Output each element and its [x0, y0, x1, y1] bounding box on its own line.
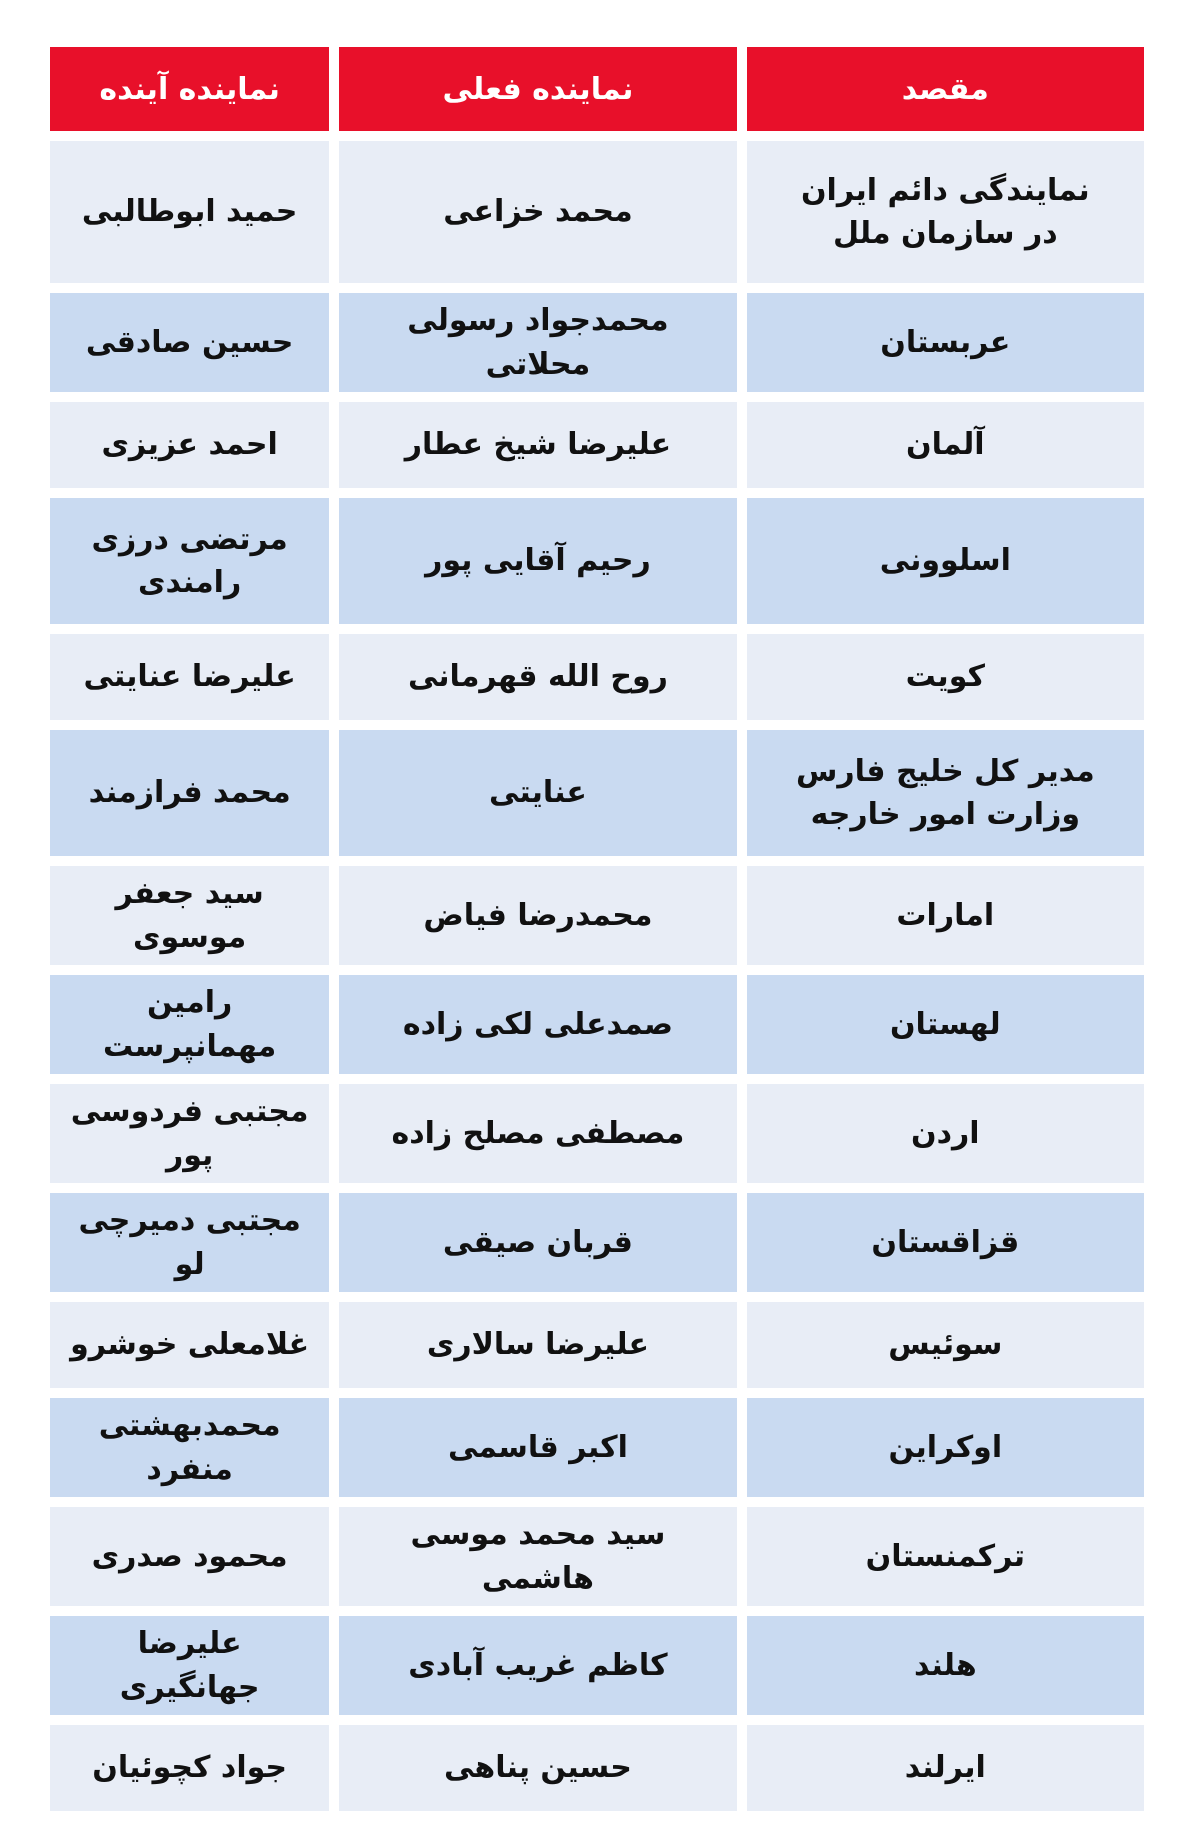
- current-representative-cell: کاظم غریب آبادی: [339, 1616, 736, 1715]
- current-representative-cell: محمدجواد رسولی محلاتی: [339, 293, 736, 392]
- next-representative-cell: محمد فرازمند: [50, 730, 329, 856]
- destination-cell: ترکمنستان: [747, 1507, 1144, 1606]
- next-representative-cell: رامین مهمانپرست: [50, 975, 329, 1074]
- next-representative-cell: حسین صادقی: [50, 293, 329, 392]
- ambassadors-table: [40, 37, 1154, 1821]
- table-row: [50, 1725, 1144, 1811]
- table-row: [50, 975, 1144, 1074]
- destination-cell: اسلوونی: [747, 498, 1144, 624]
- destination-cell: مدیر کل خلیج فارس وزارت امور خارجه: [747, 730, 1144, 856]
- table-row: [50, 1193, 1144, 1292]
- current-representative-cell: عنایتی: [339, 730, 736, 856]
- current-representative-cell: روح الله قهرمانی: [339, 634, 736, 720]
- next-representative-cell: مرتضی درزی رامندی: [50, 498, 329, 624]
- table-body: [50, 141, 1144, 1811]
- table-header-row: [50, 47, 1144, 131]
- table-row: [50, 730, 1144, 856]
- destination-cell: اردن: [747, 1084, 1144, 1183]
- next-representative-cell: مجتبی دمیرچی لو: [50, 1193, 329, 1292]
- table-row: [50, 293, 1144, 392]
- next-representative-cell: محمدبهشتی منفرد: [50, 1398, 329, 1497]
- ambassadors-table-container: [50, 47, 1144, 1811]
- header-next-representative: نماینده آینده: [50, 47, 329, 131]
- current-representative-cell: محمد خزاعی: [339, 141, 736, 283]
- next-representative-cell: احمد عزیزی: [50, 402, 329, 488]
- current-representative-cell: اکبر قاسمی: [339, 1398, 736, 1497]
- table-row: [50, 634, 1144, 720]
- current-representative-cell: صمدعلی لکی زاده: [339, 975, 736, 1074]
- table-row: [50, 1507, 1144, 1606]
- next-representative-cell: حمید ابوطالبی: [50, 141, 329, 283]
- current-representative-cell: علیرضا سالاری: [339, 1302, 736, 1388]
- current-representative-cell: محمدرضا فیاض: [339, 866, 736, 965]
- next-representative-cell: محمود صدری: [50, 1507, 329, 1606]
- current-representative-cell: مصطفی مصلح زاده: [339, 1084, 736, 1183]
- next-representative-cell: جواد کچوئیان: [50, 1725, 329, 1811]
- destination-cell: ایرلند: [747, 1725, 1144, 1811]
- current-representative-cell: علیرضا شیخ عطار: [339, 402, 736, 488]
- table-row: [50, 1616, 1144, 1715]
- header-current-representative: نماینده فعلی: [339, 47, 736, 131]
- destination-cell: قزاقستان: [747, 1193, 1144, 1292]
- header-destination: مقصد: [747, 47, 1144, 131]
- table-row: [50, 141, 1144, 283]
- table-row: [50, 1084, 1144, 1183]
- destination-cell: هلند: [747, 1616, 1144, 1715]
- current-representative-cell: حسین پناهی: [339, 1725, 736, 1811]
- table-row: [50, 498, 1144, 624]
- next-representative-cell: علیرضا عنایتی: [50, 634, 329, 720]
- destination-cell: عربستان: [747, 293, 1144, 392]
- next-representative-cell: مجتبی فردوسی پور: [50, 1084, 329, 1183]
- table-row: [50, 866, 1144, 965]
- current-representative-cell: قربان صیقی: [339, 1193, 736, 1292]
- destination-cell: اوکراین: [747, 1398, 1144, 1497]
- destination-cell: کویت: [747, 634, 1144, 720]
- table-row: [50, 1302, 1144, 1388]
- destination-cell: سوئیس: [747, 1302, 1144, 1388]
- table-row: [50, 1398, 1144, 1497]
- table-row: [50, 402, 1144, 488]
- current-representative-cell: سید محمد موسی هاشمی: [339, 1507, 736, 1606]
- next-representative-cell: علیرضا جهانگیری: [50, 1616, 329, 1715]
- destination-cell: لهستان: [747, 975, 1144, 1074]
- destination-cell: امارات: [747, 866, 1144, 965]
- next-representative-cell: سید جعفر موسوی: [50, 866, 329, 965]
- current-representative-cell: رحیم آقایی پور: [339, 498, 736, 624]
- destination-cell: نمایندگی دائم ایران در سازمان ملل: [747, 141, 1144, 283]
- next-representative-cell: غلامعلی خوشرو: [50, 1302, 329, 1388]
- destination-cell: آلمان: [747, 402, 1144, 488]
